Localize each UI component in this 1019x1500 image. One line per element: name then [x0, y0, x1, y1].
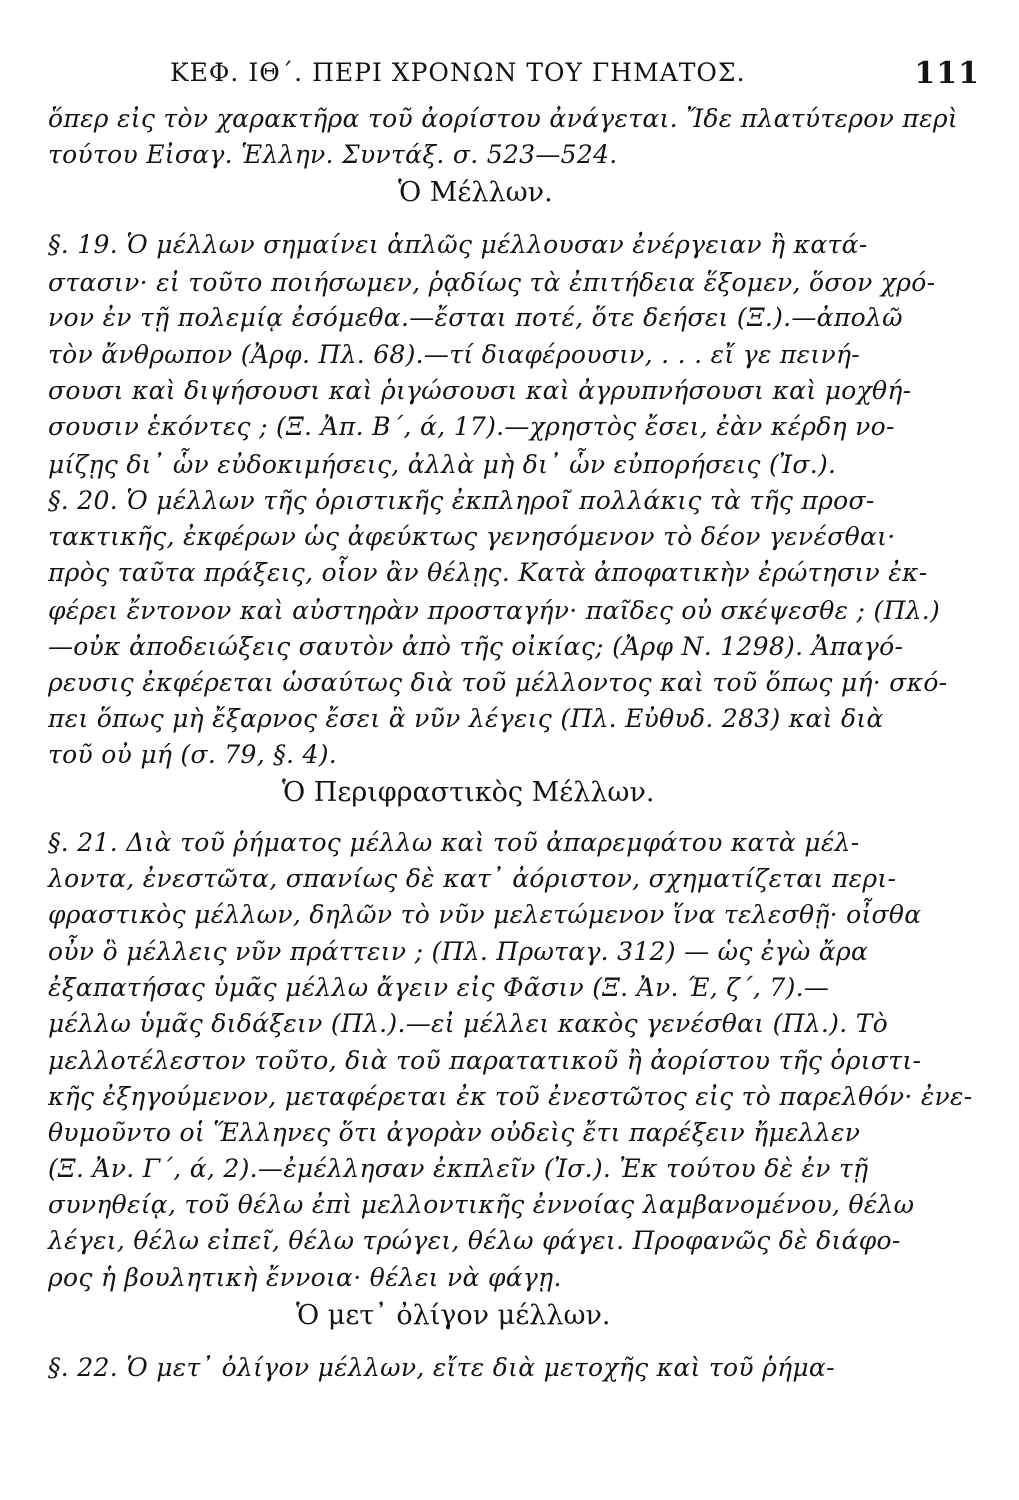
text-line: νον ἐν τῇ πολεμίᾳ ἐσόμεθα.—ἔσται ποτέ, ὅτε δεήσει (Ξ.).—ἀπολῶ: [48, 303, 903, 332]
text-line: σουσιν ἑκόντες ; (Ξ. Ἀπ. Β΄, ά, 17).—χρηστὸς ἔσει, ἐὰν κέρδη νο-: [48, 412, 895, 441]
text-line: (Ξ. Ἀν. Γ΄, ά, 2).—ἐμέλλησαν ἐκπλεῖν (Ἰσ.). Ἐκ τούτου δὲ ἐν τῇ: [48, 1154, 869, 1183]
text-line: πει ὅπως μὴ ἔξαρνος ἔσει ἃ νῦν λέγεις (Πλ. Εὐθυδ. 283) καὶ διὰ: [48, 704, 884, 733]
text-line: τακτικῆς, ἐκφέρων ὡς ἀφεύκτως γενησόμενον τὸ δέον γενέσθαι·: [48, 522, 896, 551]
text-line: μελλοτέλεστον τοῦτο, διὰ τοῦ παρατατικοῦ ἢ ἀορίστου τῆς ὁριστι-: [48, 1046, 922, 1075]
text-line: σουσι καὶ διψήσουσι καὶ ῥιγώσουσι καὶ ἀγρυπνήσουσι καὶ μοχθή-: [48, 376, 912, 405]
text-line: πρὸς ταῦτα πράξεις, οἷον ἂν θέλῃς. Κατὰ ἀποφατικὴν ἐρώτησιν ἐκ-: [48, 558, 928, 587]
text-line: τὸν ἄνθρωπον (Ἀρφ. Πλ. 68).—τί διαφέρουσιν, . . . εἴ γε πεινή-: [48, 340, 860, 369]
text-line: §. 20. Ὁ μέλλων τῆς ὁριστικῆς ἐκπληροῖ πολλάκις τὰ τῆς προσ-: [48, 486, 875, 515]
text-line: §. 21. Διὰ τοῦ ῥήματος μέλλω καὶ τοῦ ἀπαρεμφάτου κατὰ μέλ-: [48, 828, 860, 857]
text-line: ὅπερ εἰς τὸν χαρακτῆρα τοῦ ἀορίστου ἀνάγεται. Ἴδε πλατύτερον περὶ: [48, 104, 958, 133]
text-line: κῆς ἐξηγούμενον, μεταφέρεται ἐκ τοῦ ἐνεστῶτος εἰς τὸ παρελθόν· ἐνε-: [48, 1082, 973, 1111]
text-line: θυμοῦντο οἱ Ἕλληνες ὅτι ἀγορὰν οὐδεὶς ἔτι παρέξειν ἤμελλεν: [48, 1118, 861, 1147]
chapter-title: ΚΕΦ. ΙΘ΄. ΠΕΡΙ ΧΡΟΝΩΝ ΤΟΥ ΓΗΜΑΤΟΣ.: [170, 58, 746, 87]
text-line: στασιν· εἰ τοῦτο ποιήσωμεν, ῥᾳδίως τὰ ἐπιτήδεια ἕξομεν, ὅσον χρό-: [48, 268, 936, 297]
text-line: λοντα, ἐνεστῶτα, σπανίως δὲ κατ᾽ ἀόριστον, σχηματίζεται περι-: [48, 864, 897, 893]
text-line: ρευσις ἐκφέρεται ὡσαύτως διὰ τοῦ μέλλοντος καὶ τοῦ ὅπως μή· σκό-: [48, 668, 948, 697]
text-line: μίζῃς δι᾽ ὧν εὐδοκιμήσεις, ἀλλὰ μὴ δι᾽ ὧν εὐπορήσεις (Ἰσ.).: [48, 450, 837, 479]
text-line: μέλλω ὑμᾶς διδάξειν (Πλ.).—εἰ μέλλει κακὸς γενέσθαι (Πλ.). Τὸ: [48, 1009, 889, 1038]
section-heading: Ὁ Περιφραστικὸς Μέλλων.: [282, 777, 655, 808]
text-line: τοῦ οὐ μή (σ. 79, §. 4).: [48, 740, 338, 769]
text-line: ρος ἡ βουλητικὴ ἔννοια· θέλει νὰ φάγῃ.: [48, 1263, 562, 1292]
text-line: τούτου Εἰσαγ. Ἑλλην. Συντάξ. σ. 523—524.: [48, 140, 618, 169]
text-line: φέρει ἔντονον καὶ αὐστηρὰν προσταγήν· παῖδες οὐ σκέψεσθε ; (Πλ.): [48, 596, 941, 625]
section-heading: Ὁ Μέλλων.: [398, 177, 553, 208]
text-line: —οὐκ ἀποδειώξεις σαυτὸν ἀπὸ τῆς οἰκίας; (Ἀρφ Ν. 1298). Ἀπαγό-: [48, 632, 904, 661]
text-line: ἐξαπατήσας ὑμᾶς μέλλω ἄγειν εἰς Φᾶσιν (Ξ. Ἀν. Έ, ζ΄, 7).—: [48, 973, 830, 1002]
running-header: [170, 56, 1000, 96]
text-line: οὖν ὃ μέλλεις νῦν πράττειν ; (Πλ. Πρωταγ. 312) — ὡς ἐγὼ ἄρα: [48, 937, 869, 966]
text-line: λέγει, θέλω εἰπεῖ, θέλω τρώγει, θέλω φάγει. Προφανῶς δὲ διάφο-: [48, 1226, 901, 1255]
text-line: §. 22. Ὁ μετ᾽ ὀλίγον μέλλων, εἴτε διὰ μετοχῆς καὶ τοῦ ῥήμα-: [48, 1353, 835, 1382]
text-line: συνηθείᾳ, τοῦ θέλω ἐπὶ μελλοντικῆς ἐννοίας λαμβανομένου, θέλω: [48, 1190, 915, 1219]
section-heading: Ὁ μετ᾽ ὀλίγον μέλλων.: [296, 1300, 611, 1331]
text-line: §. 19. Ὁ μέλλων σημαίνει ἁπλῶς μέλλουσαν ἐνέργειαν ἢ κατά-: [48, 230, 868, 259]
page-number: 111: [914, 56, 980, 91]
text-line: φραστικὸς μέλλων, δηλῶν τὸ νῦν μελετώμενον ἵνα τελεσθῇ· οἶσθα: [48, 900, 922, 929]
